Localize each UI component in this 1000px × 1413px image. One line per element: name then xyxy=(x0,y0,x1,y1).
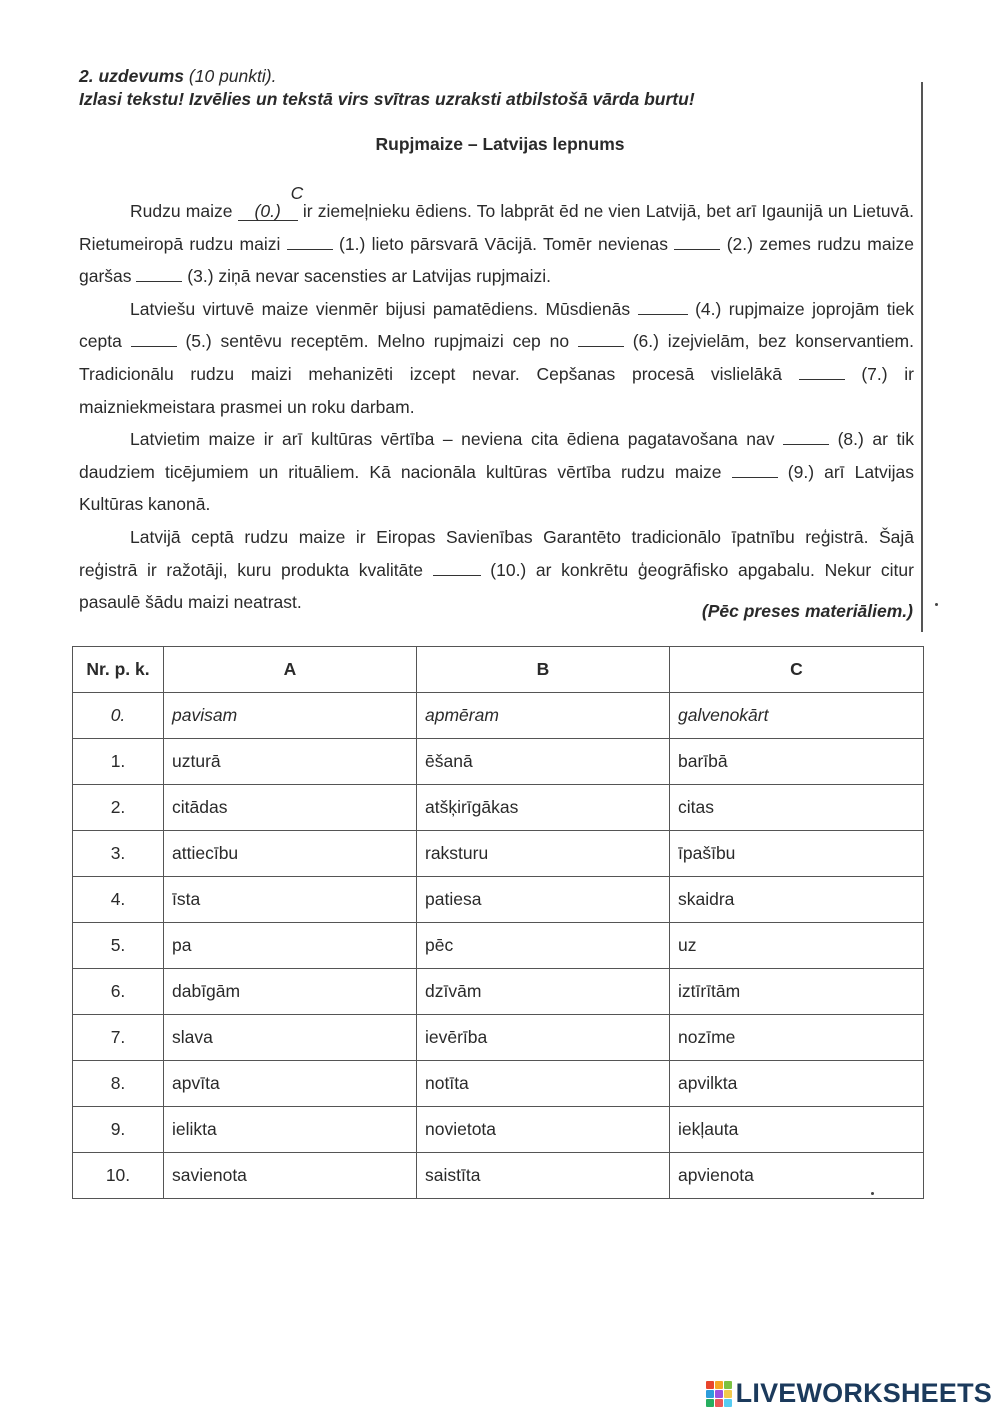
table-row: 10. savienota saistīta apvienota xyxy=(73,1153,924,1199)
table-row: 7. slava ievērība nozīme xyxy=(73,1015,924,1061)
options-table xyxy=(72,646,924,1199)
answer-blank-5[interactable] xyxy=(131,330,177,347)
logo-tile xyxy=(706,1399,714,1407)
answer-blank-10[interactable] xyxy=(433,559,481,576)
header-number: Nr. p. k. xyxy=(73,647,164,693)
table-row: 5. pa pēc uz xyxy=(73,923,924,969)
text-heading: Rupjmaize – Latvijas lepnums xyxy=(375,134,625,154)
table-row: 3. attiecību raksturu īpašību xyxy=(73,831,924,877)
answer-blank-8[interactable] xyxy=(783,428,829,445)
source-note: (Pēc preses materiāliem.) xyxy=(701,601,913,621)
paragraph-2: Latviešu virtuvē maize vienmēr bijusi pamatēdiens. Mūsdienās (4.) rupjmaize joprojām tiek cepta (5.) sentēvu receptēm. Melno rupjmaizi cep no (6.) izejvielām, bez konservantiem. Tradicionālu rudzu maizi mehanizēti izcept nevar. Cepšanas procesā vislielākā (7.) ir maizniekmeistara prasmei un roku darbam. xyxy=(79,298,914,417)
header-b: B xyxy=(417,647,670,693)
logo-tile xyxy=(724,1381,732,1389)
answer-blank-3[interactable] xyxy=(136,265,182,282)
paragraph-4: Latvijā ceptā rudzu maize ir Eiropas Savienības Garantēto tradicionālo īpatnību reģistrā. Šajā reģistrā ir ražotāji, kuru produkta kvalitāte (10.) ar konkrētu ģeogrāfisko apgabalu. Nekur citur pasaulē šādu maizi neatrast. xyxy=(79,526,914,613)
logo-tile xyxy=(724,1390,732,1398)
table-row: 4. īsta patiesa skaidra xyxy=(73,877,924,923)
table-row: 0. pavisam apmēram galvenokārt xyxy=(73,693,924,739)
task-number: 2. uzdevums xyxy=(79,66,185,86)
logo-tile xyxy=(715,1381,723,1389)
header-c: C xyxy=(670,647,924,693)
reading-text xyxy=(79,184,914,619)
table-row: 2. citādas atšķirīgākas citas xyxy=(73,785,924,831)
task-points: (10 punkti). xyxy=(188,66,277,86)
stray-mark xyxy=(935,603,938,606)
logo-tile xyxy=(706,1390,714,1398)
answer-blank-6[interactable] xyxy=(578,330,624,347)
table-row: 8. apvīta notīta apvilkta xyxy=(73,1061,924,1107)
paragraph-3: Latvietim maize ir arī kultūras vērtība – neviena cita ēdiena pagatavošana nav (8.) ar tik daudziem ticējumiem un rituāliem. Kā nacionāla kultūras vērtība rudzu maize (9.) arī Latvijas Kultūras kanonā. xyxy=(79,429,914,515)
logo-tile xyxy=(715,1399,723,1407)
header-a: A xyxy=(164,647,417,693)
table-row: 6. dabīgām dzīvām iztīrītām xyxy=(73,969,924,1015)
example-answer: C (0.) xyxy=(238,184,298,221)
logo-tile xyxy=(715,1390,723,1398)
answer-blank-2[interactable] xyxy=(674,233,720,250)
task-title xyxy=(79,66,276,87)
margin-rule xyxy=(921,82,923,632)
table-row: 1. uzturā ēšanā barībā xyxy=(73,739,924,785)
table-header-row xyxy=(73,647,924,693)
task-instruction: Izlasi tekstu! Izvēlies un tekstā virs svītras uzraksti atbilstošā vārda burtu! xyxy=(79,89,695,109)
liveworksheets-logo-icon xyxy=(706,1381,732,1407)
brand-name: LIVEWORKSHEETS xyxy=(735,1378,992,1408)
logo-tile xyxy=(724,1399,732,1407)
paragraph-1: Rudzu maize C (0.) ir ziemeļnieku ēdiens. To labprāt ēd ne vien Latvijā, bet arī Igaunijā un Lietuvā. Rietumeiropā rudzu maizi (1.) lieto pārsvarā Vācijā. Tomēr nevienas (2.) zemes rudzu maize garšas (3.) ziņā nevar sacensties ar Latvijas rupjmaizi. xyxy=(79,183,914,287)
answer-blank-1[interactable] xyxy=(287,233,333,250)
logo-tile xyxy=(706,1381,714,1389)
answer-blank-4[interactable] xyxy=(638,298,688,315)
answer-blank-7[interactable] xyxy=(799,363,845,380)
table-row: 9. ielikta novietota iekļauta xyxy=(73,1107,924,1153)
answer-blank-9[interactable] xyxy=(732,461,778,478)
liveworksheets-logo xyxy=(706,1378,992,1409)
